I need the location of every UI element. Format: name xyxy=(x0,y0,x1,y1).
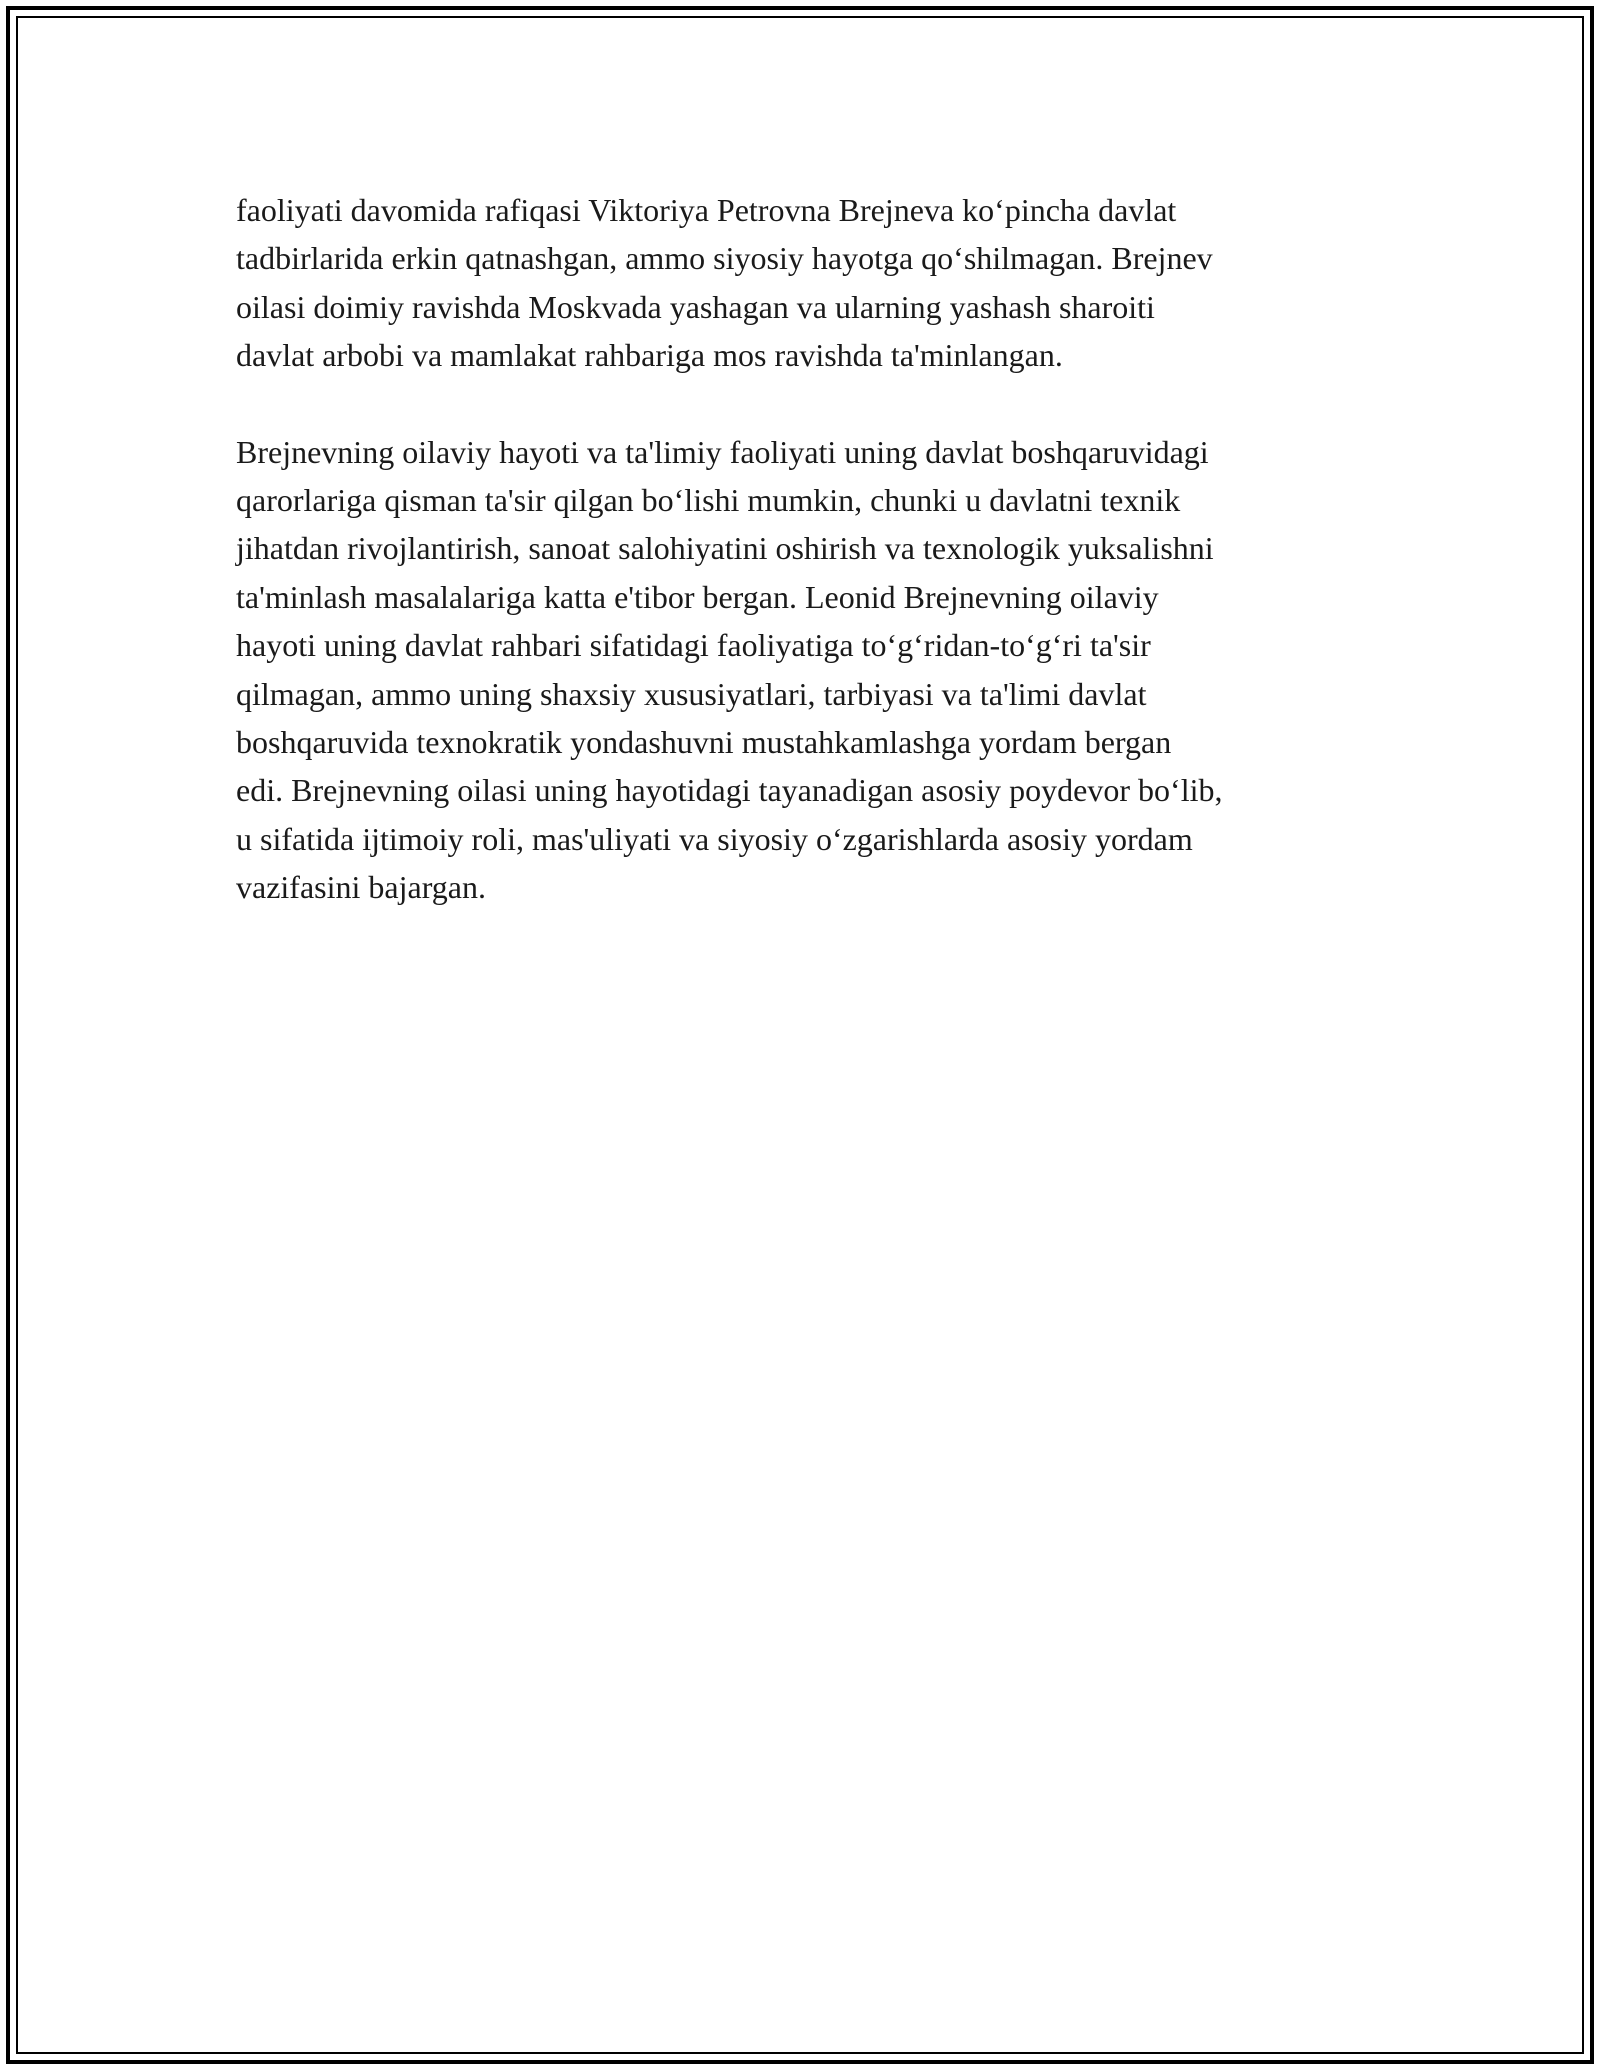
paragraph-1: faoliyati davomida rafiqasi Viktoriya Petrovna Brejneva ko‘pincha davlat tadbirlarida erkin qatnashgan, ammo siyosiy hayotga qo‘shilmagan. Brejnev oilasi doimiy ravishda Moskvada yashagan va ularning yashash sharoiti davlat arbobi va mamlakat rahbariga mos ravishda ta'minlangan. xyxy=(236,192,1213,374)
document-body xyxy=(236,186,1366,912)
paragraph-2: Brejnevning oilaviy hayoti va ta'limiy faoliyati uning davlat boshqaruvidagi qarorlariga qisman ta'sir qilgan bo‘lishi mumkin, chunki u davlatni texnik jihatdan rivojlantirish, sanoat salohiyatini oshirish va texnologik yuksalishni ta'minlash masalalariga katta e'tibor bergan. Leonid Brejnevning oilaviy hayoti uning davlat rahbari sifatidagi faoliyatiga to‘g‘ridan-to‘g‘ri ta'sir qilmagan, ammo uning shaxsiy xususiyatlari, tarbiyasi va ta'limi davlat boshqaruvida texnokratik yondashuvni mustahkamlashga yordam bergan edi. Brejnevning oilasi uning hayotidagi tayanadigan asosiy poydevor bo‘lib, u sifatida ijtimoiy roli, mas'uliyati va siyosiy o‘zgarishlarda asosiy yordam vazifasini bajargan. xyxy=(236,433,1223,906)
